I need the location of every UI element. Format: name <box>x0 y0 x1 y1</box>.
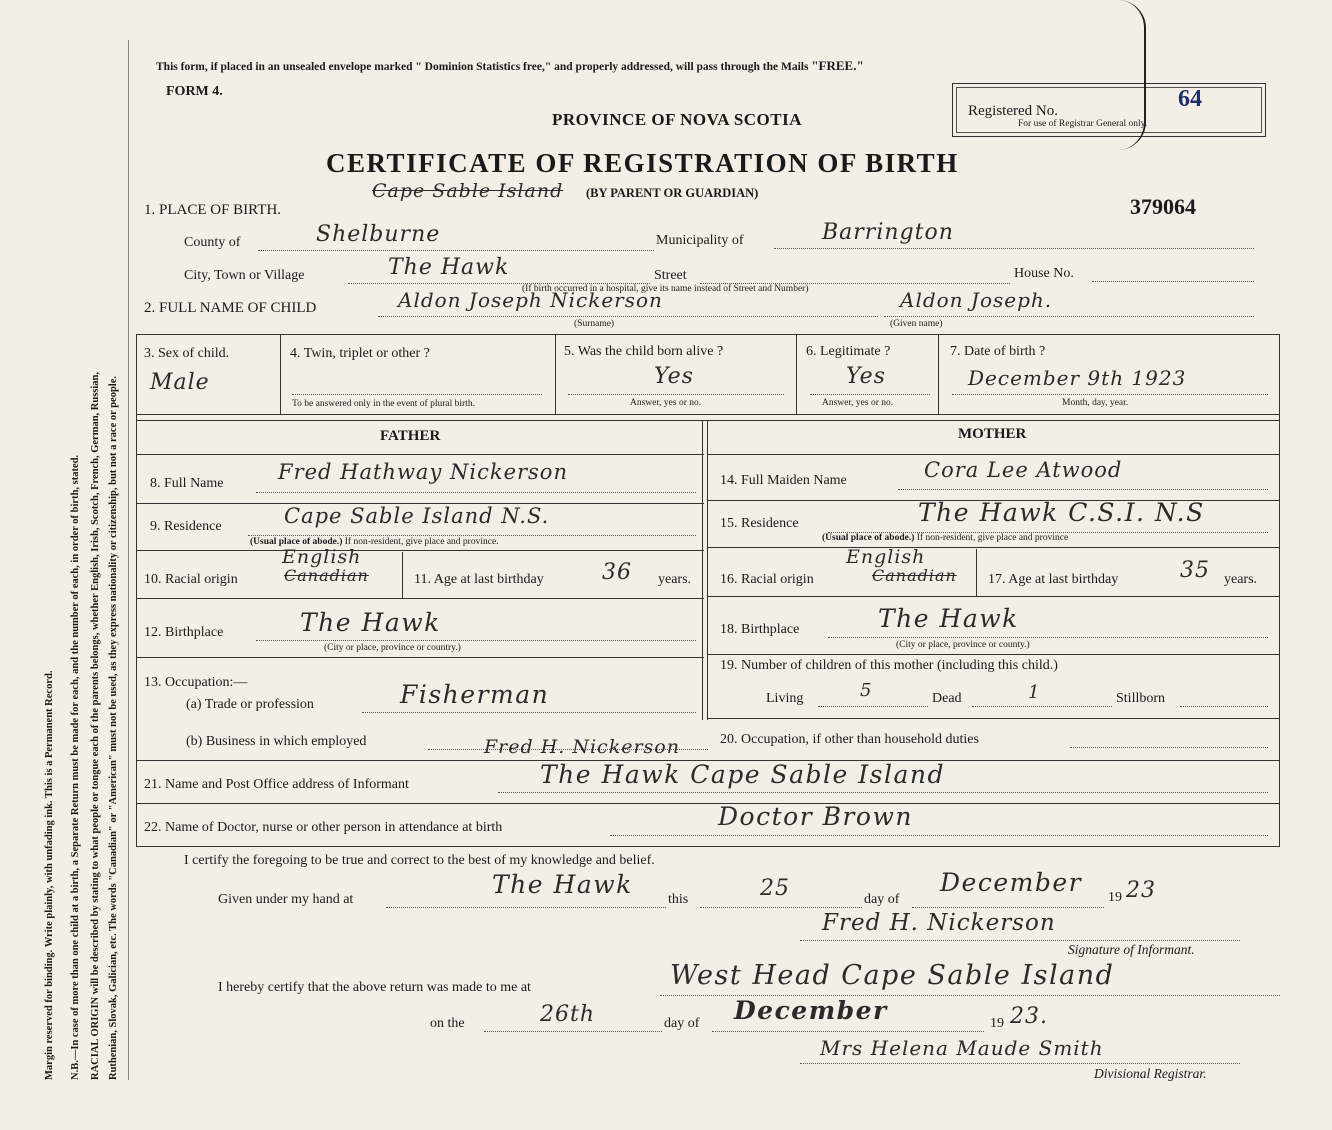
margin-note: Margin reserved for binding. Write plainly, with unfading ink. This is a Permanent Record. <box>44 670 55 1080</box>
legit-note: Answer, yes or no. <box>822 398 894 408</box>
racial-note-2: Ruthenian, Slovak, Galician, etc. The words "Canadian" or "American" must not be used, as they express nationality or citizenship, but not a race or people. <box>108 375 119 1080</box>
mother-name-label: 14. Full Maiden Name <box>720 473 847 488</box>
living-label: Living <box>766 691 804 706</box>
father-bp-value: The Hawk <box>300 608 441 637</box>
father-age-label: 11. Age at last birthday <box>414 572 544 587</box>
dob-label: 7. Date of birth ? <box>950 344 1046 359</box>
informant-sig-caption: Signature of Informant. <box>1068 942 1195 957</box>
father-name-value: Fred Hathway Nickerson <box>278 460 568 484</box>
registrar-statement: I hereby certify that the above return was made to me at <box>218 980 531 995</box>
mother-children-label: 19. Number of children of this mother (including this child.) <box>720 658 1058 673</box>
mother-res-value: The Hawk C.S.I. N.S <box>918 498 1205 527</box>
registrar-year: 23. <box>1010 1004 1048 1029</box>
father-bp-note: (City or place, province or country.) <box>324 643 461 653</box>
registrar-caption: Divisional Registrar. <box>1094 1066 1207 1081</box>
municipality-value: Barrington <box>822 220 954 245</box>
child-surname-value: Aldon Joseph Nickerson <box>398 288 663 312</box>
living-value: 5 <box>860 680 873 701</box>
trade-label: (a) Trade or profession <box>186 697 314 712</box>
mother-res-note: (Usual place of abode.) If non-resident, give place and province <box>822 533 1069 543</box>
county-label: County of <box>184 235 241 250</box>
municipality-label: Municipality of <box>656 233 744 248</box>
registered-number: 64 <box>1178 86 1202 112</box>
registrar-day: 26th <box>540 1002 596 1027</box>
racial-note-1: RACIAL ORIGIN will be described by stating to what people or tongue each of the parents belongs, whether English, Irish, Scotch, French, German, Russian, <box>90 371 101 1080</box>
given-dayof-label: day of <box>864 892 900 907</box>
registrar-signature: Mrs Helena Maude Smith <box>820 1036 1104 1060</box>
father-heading: FATHER <box>380 428 441 444</box>
father-name-label: 8. Full Name <box>150 476 224 491</box>
registrar-year-prefix: 19 <box>990 1016 1004 1031</box>
registrar-place: West Head Cape Sable Island <box>670 960 1115 991</box>
mother-race-struck: Canadian <box>872 566 957 585</box>
place-value: Cape Sable Island <box>372 180 564 202</box>
legit-value: Yes <box>846 364 886 389</box>
sex-value: Male <box>150 370 210 395</box>
place-label: 1. PLACE OF BIRTH. <box>144 202 282 218</box>
father-race-struck: Canadian <box>284 566 369 585</box>
alive-value: Yes <box>654 364 694 389</box>
father-bp-label: 12. Birthplace <box>144 625 224 640</box>
dob-note: Month, day, year. <box>1062 398 1129 408</box>
form-number: FORM 4. <box>166 84 223 99</box>
this-label: this <box>668 892 689 907</box>
province-heading: PROVINCE OF NOVA SCOTIA <box>552 110 803 129</box>
father-res-value: Cape Sable Island N.S. <box>284 504 550 528</box>
county-value: Shelburne <box>316 222 441 247</box>
child-given-value: Aldon Joseph. <box>900 288 1053 312</box>
registered-label: Registered No. <box>968 103 1058 119</box>
mother-name-value: Cora Lee Atwood <box>924 458 1123 482</box>
stillborn-label: Stillborn <box>1116 691 1166 706</box>
on-label: on the <box>430 1016 465 1031</box>
hospital-note: (If birth occurred in a hospital, give its name instead of Street and Number) <box>522 284 809 294</box>
given-label: Given under my hand at <box>218 892 354 907</box>
given-day: 25 <box>760 876 790 901</box>
serial-number: 379064 <box>1130 194 1196 219</box>
surname-caption: (Surname) <box>574 319 615 329</box>
father-age-unit: years. <box>658 572 692 587</box>
city-label: City, Town or Village <box>184 268 305 283</box>
nb-note: N.B.—In case of more than one child at a birth, a Separate Return must be made for each, and the number of each, in order of birth, stated. <box>70 454 81 1080</box>
father-race-value: English <box>282 546 362 568</box>
informant-value: The Hawk Cape Sable Island <box>540 760 945 789</box>
registrar-month: December <box>734 996 888 1025</box>
father-res-label: 9. Residence <box>150 519 222 534</box>
mother-age-value: 35 <box>1180 558 1210 583</box>
given-month: December <box>940 868 1083 897</box>
given-year: 23 <box>1126 878 1156 903</box>
mother-bp-label: 18. Birthplace <box>720 622 800 637</box>
mother-bp-note: (City or place, province or county.) <box>896 640 1030 650</box>
street-label: Street <box>654 268 687 283</box>
mother-race-value: English <box>846 546 926 568</box>
father-race-label: 10. Racial origin <box>144 572 238 587</box>
city-value: The Hawk <box>388 255 510 280</box>
dob-value: December 9th 1923 <box>968 366 1187 390</box>
father-res-note: (Usual place of abode.) If non-resident, give place and province. <box>250 537 499 547</box>
twin-label: 4. Twin, triplet or other ? <box>290 346 430 361</box>
informant-signature-block: Fred H. Nickerson <box>822 910 1056 936</box>
mother-heading: MOTHER <box>958 426 1027 442</box>
dead-value: 1 <box>1028 682 1041 703</box>
registrar-note: For use of Registrar General only. <box>1018 119 1148 129</box>
mail-note: This form, if placed in an unsealed envelope marked " Dominion Statistics free," and properly addressed, will pass through the Mails "FREE." <box>156 58 864 73</box>
mother-bp-value: The Hawk <box>878 604 1019 633</box>
father-age-value: 36 <box>602 560 632 585</box>
mother-res-label: 15. Residence <box>720 516 799 531</box>
by-parent: (BY PARENT OR GUARDIAN) <box>586 186 759 200</box>
certify-statement: I certify the foregoing to be true and correct to the best of my knowledge and belief. <box>184 853 655 868</box>
twin-note: To be answered only in the event of plural birth. <box>292 399 475 409</box>
doctor-label: 22. Name of Doctor, nurse or other person in attendance at birth <box>144 820 503 835</box>
child-name-label: 2. FULL NAME OF CHILD <box>144 300 317 316</box>
informant-signature: Fred H. Nickerson <box>484 736 680 758</box>
alive-note: Answer, yes or no. <box>630 398 702 408</box>
given-place: The Hawk <box>492 870 633 899</box>
registrar-dayof-label: day of <box>664 1016 700 1031</box>
dead-label: Dead <box>932 691 962 706</box>
certificate-title: CERTIFICATE OF REGISTRATION OF BIRTH <box>326 148 959 178</box>
legit-label: 6. Legitimate ? <box>806 344 891 359</box>
doctor-value: Doctor Brown <box>718 802 913 831</box>
mother-race-label: 16. Racial origin <box>720 572 814 587</box>
mother-age-unit: years. <box>1224 572 1258 587</box>
mother-occupation-label: 20. Occupation, if other than household duties <box>720 732 979 747</box>
informant-label: 21. Name and Post Office address of Informant <box>144 777 409 792</box>
business-label: (b) Business in which employed <box>186 734 367 749</box>
mother-age-label: 17. Age at last birthday <box>988 572 1119 587</box>
given-caption: (Given name) <box>890 319 943 329</box>
house-label: House No. <box>1014 266 1074 281</box>
given-year-prefix: 19 <box>1108 890 1122 905</box>
pencil-mark <box>1118 0 1146 150</box>
alive-label: 5. Was the child born alive ? <box>564 344 724 359</box>
sex-label: 3. Sex of child. <box>144 346 230 361</box>
occupation-label: 13. Occupation:— <box>144 675 248 690</box>
trade-value: Fisherman <box>400 680 550 709</box>
